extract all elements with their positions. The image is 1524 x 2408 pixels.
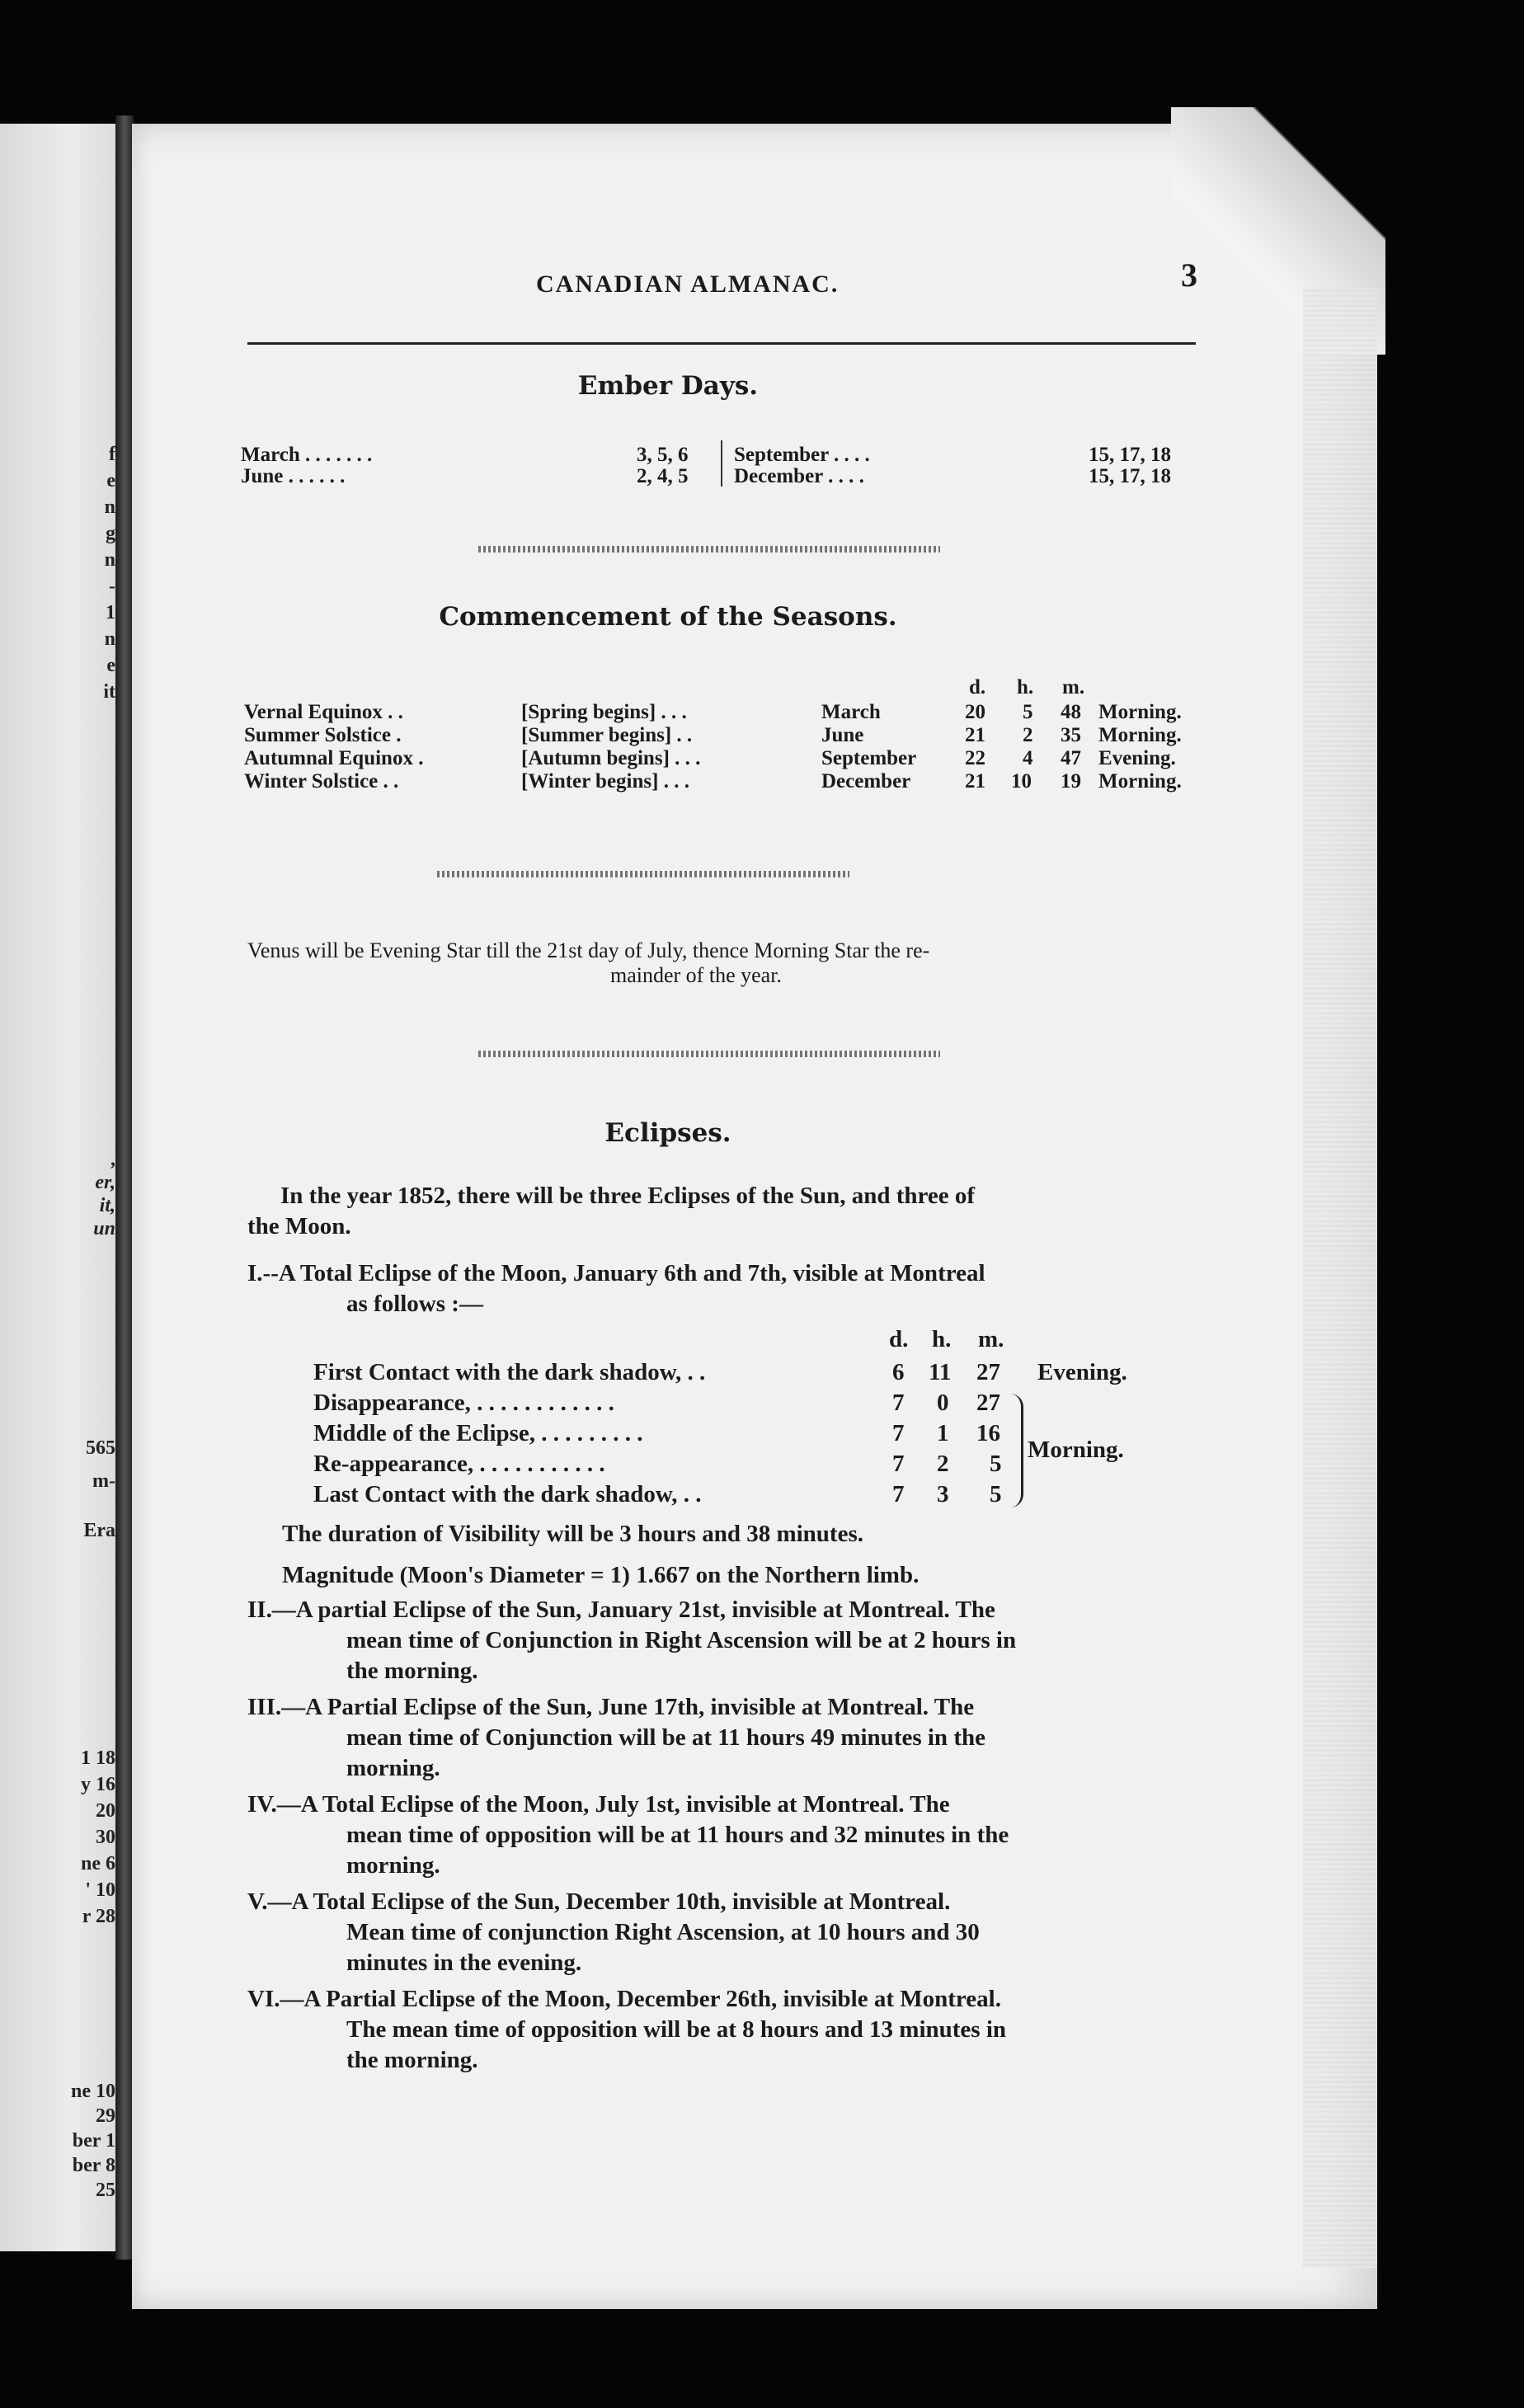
left-fragment: 1 18 [81,1747,115,1769]
left-fragment: ber 8 [72,2155,115,2176]
left-fragment: 565 [86,1437,115,1459]
phase-hour: 0 [937,1390,949,1416]
left-fragment: un [93,1218,115,1239]
eclipse-line: IV.—A Total Eclipse of the Moon, July 1st, invisible at Montreal. The [247,1791,950,1818]
phase-label: Last Contact with the dark shadow, . . [313,1481,702,1507]
left-fragment: Era [83,1520,115,1541]
phase-day: 7 [892,1481,905,1507]
col-head-days: d. [969,676,986,698]
left-fragment: e [106,470,115,491]
left-fragment: n [104,496,115,518]
season-name: Vernal Equinox . . [244,701,403,723]
col-head-days: d. [889,1326,909,1352]
page-number: 3 [1181,256,1197,294]
season-month: June [821,724,864,746]
running-header: CANADIAN ALMANAC. [536,270,840,298]
left-fragment: n [104,549,115,571]
left-fragment: 30 [96,1827,115,1848]
season-hour: 2 [1023,724,1033,746]
left-fragment: ne 6 [81,1853,115,1874]
season-begins: [Summer begins] . . [521,724,693,746]
left-facing-page [0,124,115,2251]
frayed-edge [1303,289,1377,2268]
season-day: 21 [965,724,985,746]
phase-hour: 11 [929,1359,952,1385]
phase-hour: 2 [937,1451,949,1477]
phase-minute: 27 [976,1390,1000,1416]
ember-right-month: December . . . . [734,465,864,487]
phase-minute: 5 [990,1451,1002,1477]
left-fragment: 20 [96,1800,115,1822]
left-fragment: it [103,681,115,703]
ornamental-divider [437,871,849,877]
eclipse-1-line1: I.--A Total Eclipse of the Moon, January 6th and 7th, visible at Montreal [247,1260,985,1286]
season-when: Morning. [1098,770,1182,792]
eclipse-line: V.—A Total Eclipse of the Sun, December 10th, invisible at Montreal. [247,1888,951,1915]
left-fragment: er, [95,1172,115,1193]
phase-minute: 16 [976,1420,1000,1446]
eclipse-line: II.—A partial Eclipse of the Sun, January 21st, invisible at Montreal. The [247,1597,995,1623]
phase-day: 7 [892,1420,905,1446]
eclipse-line: the morning. [346,1658,478,1684]
season-minute: 35 [1061,724,1081,746]
phase-hour: 1 [937,1420,949,1446]
ornamental-divider [478,546,940,553]
eclipses-intro-line1: In the year 1852, there will be three Eclipses of the Sun, and three of [280,1183,976,1209]
eclipses-intro-line2: the Moon. [247,1213,351,1239]
season-day: 20 [965,701,985,723]
season-begins: [Autumn begins] . . . [521,747,701,769]
ember-left-month: March . . . . . . . [241,444,373,466]
almanac-page [132,124,1377,2309]
season-minute: 19 [1061,770,1081,792]
phase-minute: 5 [990,1481,1002,1507]
season-begins: [Spring begins] . . . [521,701,687,723]
left-fragment: 29 [96,2105,115,2127]
col-head-minutes: m. [978,1326,1004,1352]
season-hour: 10 [1011,770,1032,792]
magnitude-line: Magnitude (Moon's Diameter = 1) 1.667 on the Northern limb. [282,1562,920,1588]
morning-label: Morning. [1028,1437,1124,1463]
eclipse-line: the morning. [346,2047,478,2073]
ember-left-days: 3, 5, 6 [637,444,689,466]
ember-right-days: 15, 17, 18 [1089,444,1171,466]
left-fragment: 25 [96,2180,115,2201]
col-head-hours: h. [932,1326,952,1352]
eclipse-line: minutes in the evening. [346,1949,582,1976]
season-month: March [821,701,881,723]
ember-left-month: June . . . . . . [241,465,346,487]
header-rule [247,342,1196,345]
season-name: Autumnal Equinox . [244,747,424,769]
eclipse-line: The mean time of opposition will be at 8 hours and 13 minutes in [346,2016,1007,2043]
season-month: September [821,747,917,769]
season-minute: 48 [1061,701,1081,723]
left-fragment: m- [92,1470,115,1492]
season-name: Summer Solstice . [244,724,402,746]
col-head-hours: h. [1017,676,1034,698]
venus-note-line1: Venus will be Evening Star till the 21st day of July, thence Morning Star the re- [247,938,930,962]
left-fragment: g [106,523,115,544]
phase-minute: 27 [976,1359,1000,1385]
left-fragment: r 28 [82,1906,115,1927]
ember-right-month: September . . . . [734,444,870,466]
phase-note: Evening. [1037,1359,1127,1385]
ember-left-days: 2, 4, 5 [637,465,689,487]
ember-divider [721,440,722,487]
left-fragment: ne 10 [71,2081,115,2102]
phase-label: Middle of the Eclipse, . . . . . . . . . [313,1420,643,1446]
duration-line: The duration of Visibility will be 3 hours and 38 minutes. [282,1521,863,1547]
eclipse-1-line2: as follows :— [346,1291,483,1317]
season-hour: 5 [1023,701,1033,723]
phase-label: Re-appearance, . . . . . . . . . . . [313,1451,605,1477]
season-day: 22 [965,747,985,769]
ember-right-days: 15, 17, 18 [1089,465,1171,487]
left-fragment: ber 1 [72,2130,115,2152]
phase-label: Disappearance, . . . . . . . . . . . . [313,1390,614,1416]
book-binding [115,115,134,2260]
left-fragment: y 16 [81,1774,115,1795]
phase-day: 6 [892,1359,905,1385]
eclipse-line: morning. [346,1755,440,1781]
eclipse-line: mean time of Conjunction will be at 11 hours 49 minutes in the [346,1724,985,1751]
season-name: Winter Solstice . . [244,770,399,792]
left-fragment: e [106,655,115,676]
left-fragment: 1 [106,602,115,623]
season-when: Morning. [1098,701,1182,723]
phase-hour: 3 [937,1481,949,1507]
left-fragment: ' 10 [85,1879,115,1901]
eclipse-line: III.—A Partial Eclipse of the Sun, June 17th, invisible at Montreal. The [247,1694,975,1720]
season-begins: [Winter begins] . . . [521,770,689,792]
eclipses-heading: Eclipses. [604,1118,731,1148]
season-hour: 4 [1023,747,1033,769]
eclipse-line: mean time of opposition will be at 11 hours and 32 minutes in the [346,1822,1009,1848]
season-when: Morning. [1098,724,1182,746]
left-fragment: n [104,628,115,650]
season-day: 21 [965,770,985,792]
eclipse-line: Mean time of conjunction Right Ascension, at 10 hours and 30 [346,1919,980,1945]
season-when: Evening. [1098,747,1176,769]
phase-label: First Contact with the dark shadow, . . [313,1359,706,1385]
season-minute: 47 [1061,747,1081,769]
left-fragment: it, [99,1195,115,1216]
phase-day: 7 [892,1451,905,1477]
eclipse-line: VI.—A Partial Eclipse of the Moon, December 26th, invisible at Montreal. [247,1986,1001,2012]
eclipse-line: mean time of Conjunction in Right Ascension will be at 2 hours in [346,1627,1017,1653]
season-month: December [821,770,911,792]
seasons-heading: Commencement of the Seasons. [439,602,897,632]
eclipse-line: morning. [346,1852,440,1879]
venus-note-line2: mainder of the year. [610,963,782,987]
col-head-minutes: m. [1062,676,1085,698]
left-fragment: - [109,576,115,597]
ember-days-heading: Ember Days. [577,371,759,401]
left-fragment: , [111,1149,115,1170]
ornamental-divider [478,1051,940,1057]
morning-brace [1009,1394,1023,1507]
left-fragment: f [109,444,115,465]
phase-day: 7 [892,1390,905,1416]
